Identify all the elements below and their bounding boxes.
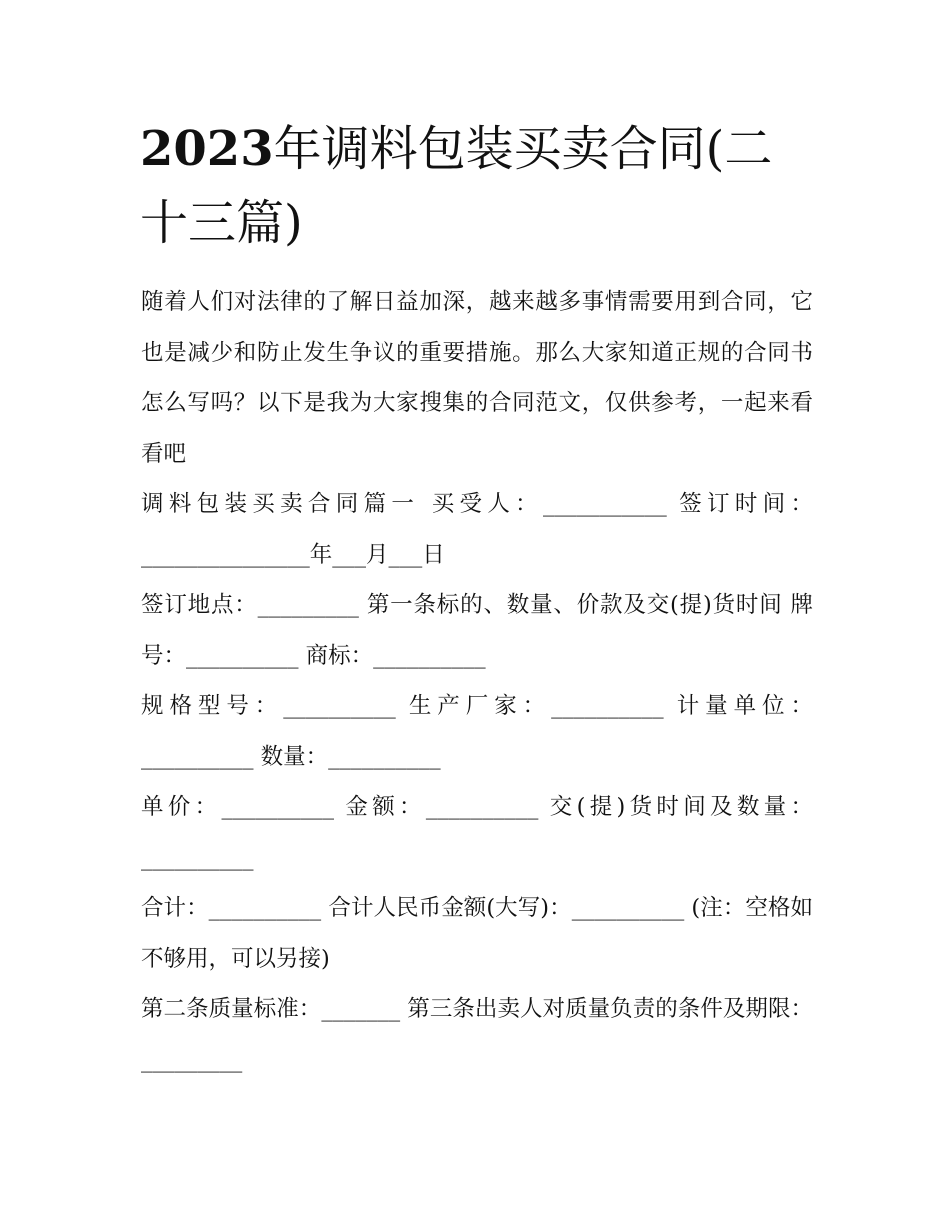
contract-paragraph-price: 单价：__________ 金额：__________ 交(提)货时间及数量：__________ [141,794,813,871]
title-text: 年调料包装买卖合同(二十三篇) [140,121,773,251]
contract-paragraph-location: 签订地点：_________ 第一条标的、数量、价款及交(提)货时间 牌号：__________ 商标：__________ [141,592,813,669]
intro-paragraph: 随着人们对法律的了解日益加深，越来越多事情需要用到合同，它也是减少和防止发生争议的重要措施。那么大家知道正规的合同书怎么写吗？以下是我为大家搜集的合同范文，仅供参考，一起来看看吧 [141,289,813,467]
contract-paragraph-quality: 第二条质量标准：_______ 第三条出卖人对质量负责的条件及期限：_________ [141,996,813,1073]
contract-paragraph-total: 合计：__________ 合计人民币金额(大写)：__________ (注：空格如不够用，可以另接) [141,895,813,972]
contract-paragraph-buyer: 调料包装买卖合同篇一 买受人：___________ 签订时间：_______________年___月___日 [141,491,813,568]
document-body [141,277,813,1085]
document-title [140,112,820,260]
title-year: 2023 [140,121,274,177]
contract-paragraph-spec: 规格型号：__________ 生产厂家：__________ 计量单位：__________ 数量：__________ [141,693,813,770]
